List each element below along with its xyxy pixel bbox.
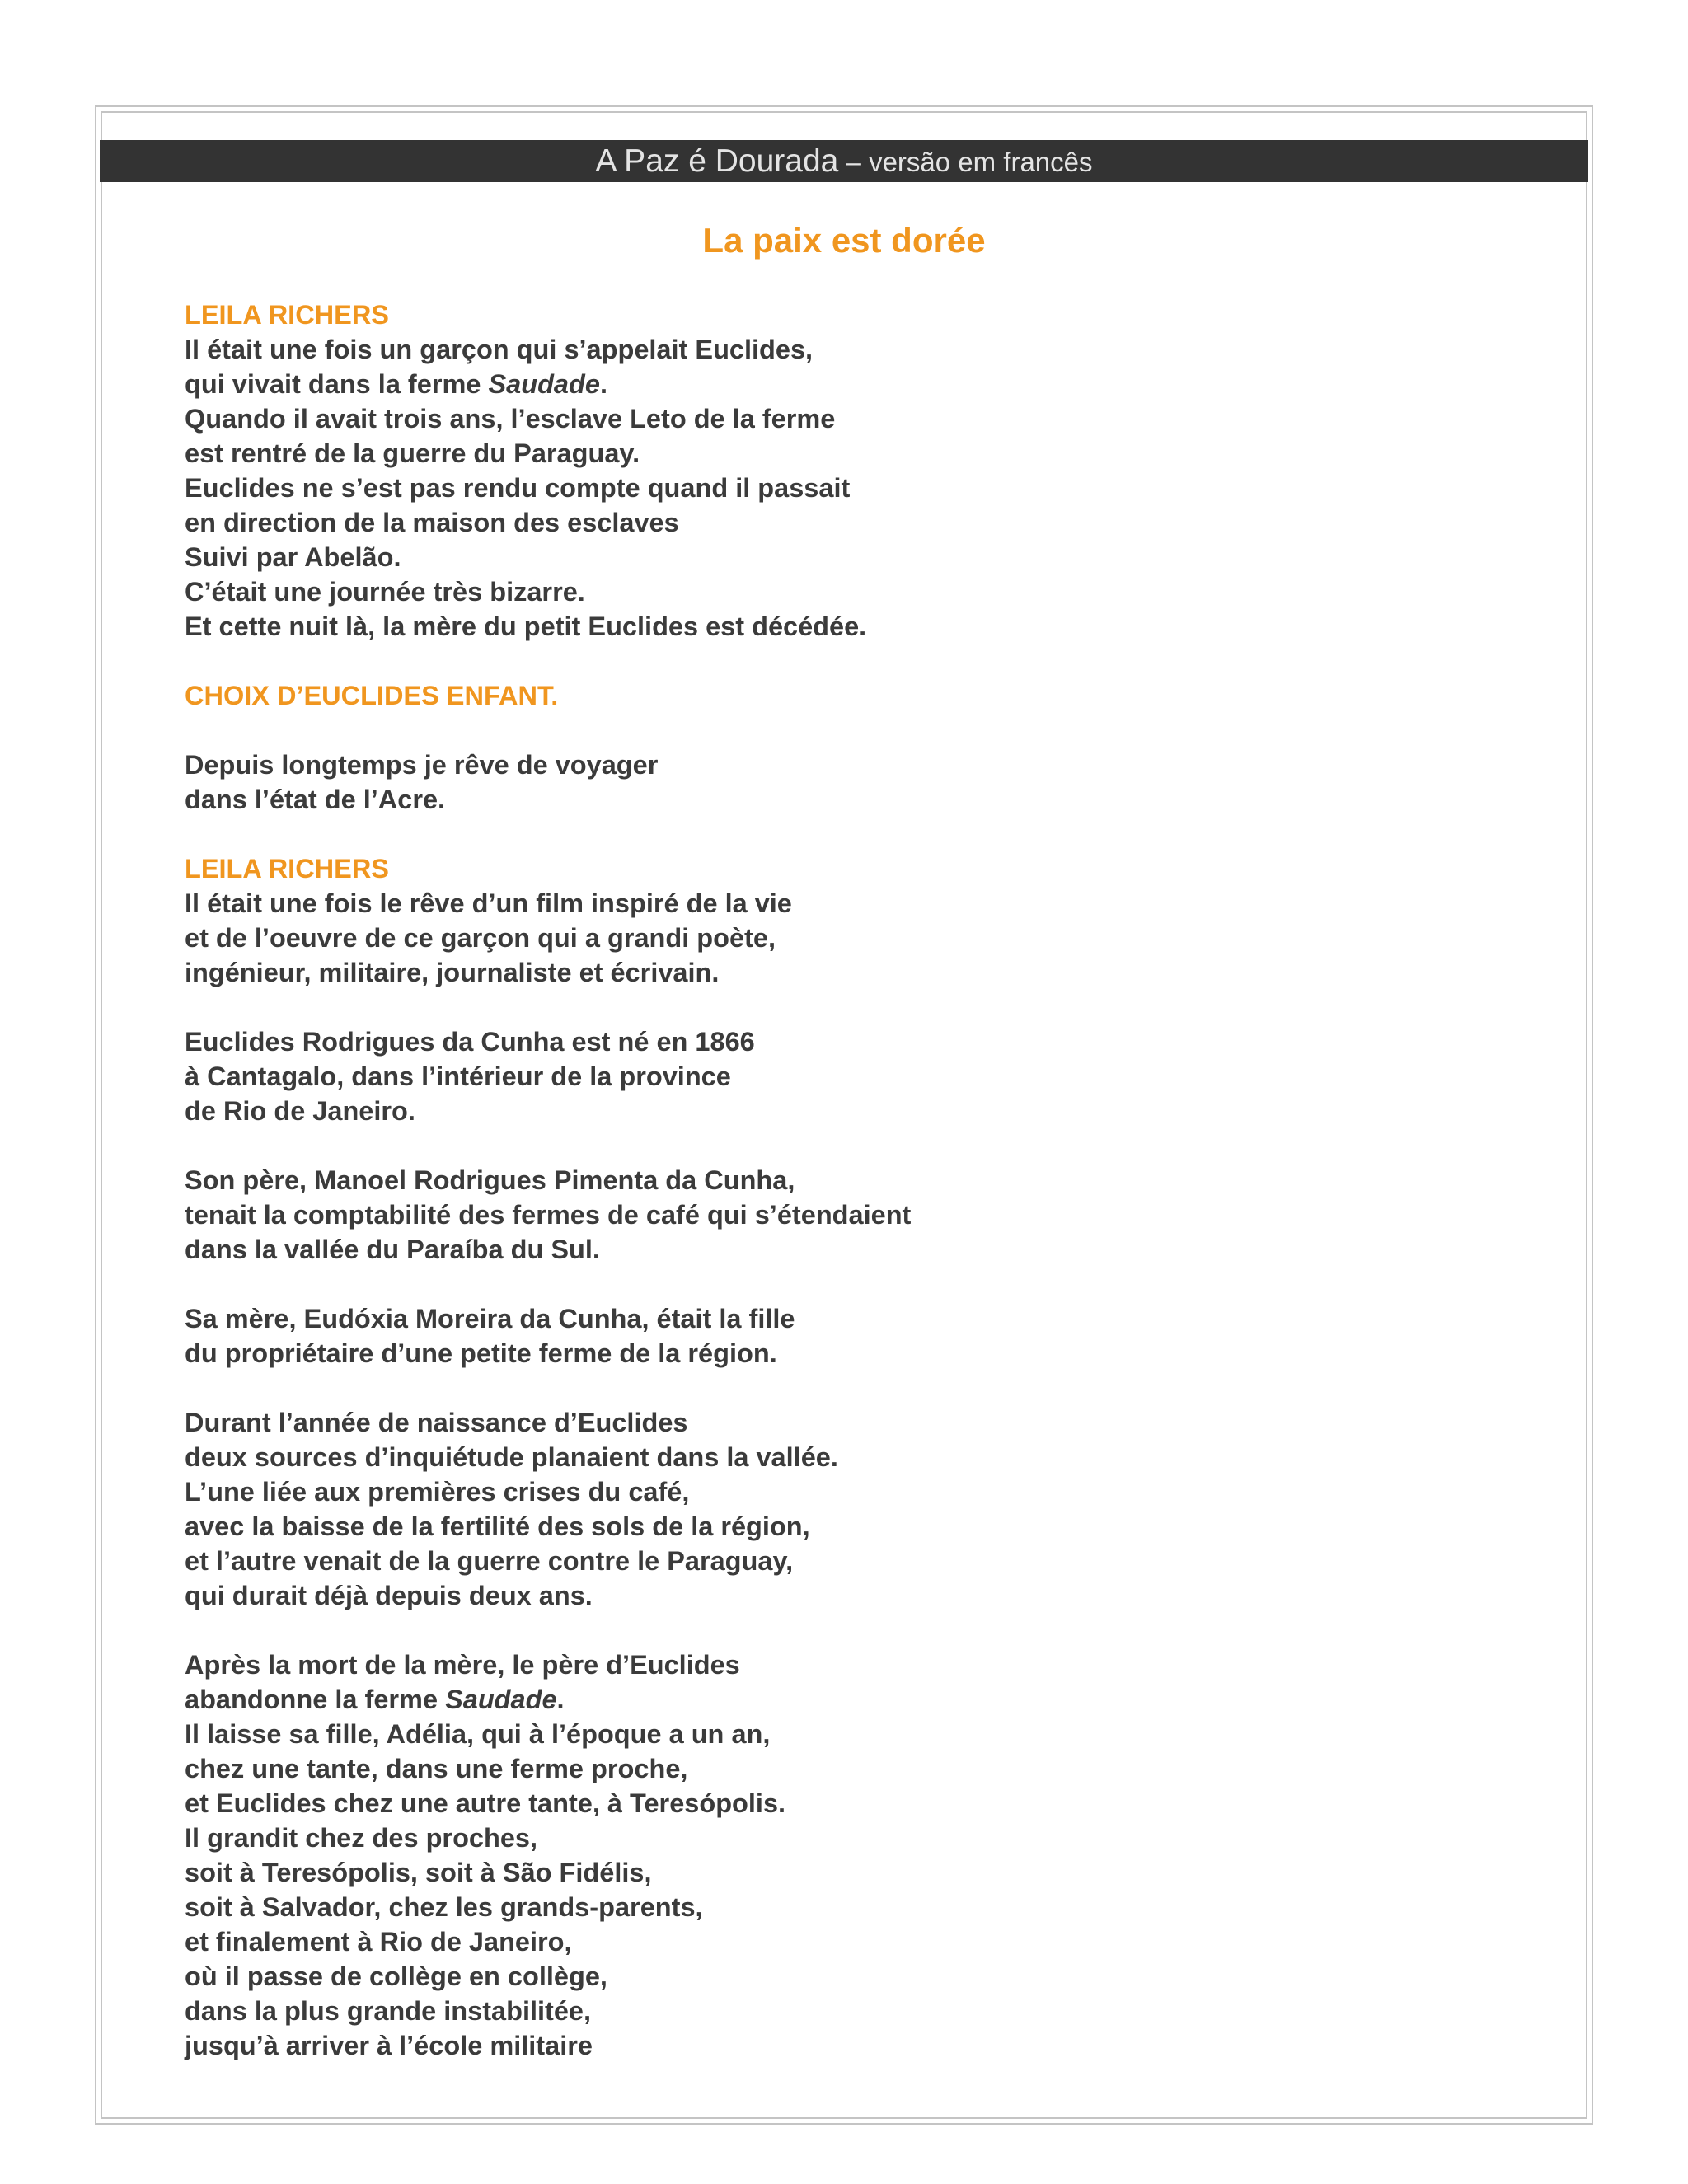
text-line: dans la vallée du Paraíba du Sul. (185, 1235, 600, 1264)
paragraph-gap (185, 817, 1503, 851)
text-line: et finalement à Rio de Janeiro, (185, 1927, 572, 1957)
text-line: dans la plus grande instabilitée, (185, 1996, 592, 2026)
text-block (185, 678, 1503, 817)
text-line: dans l’état de l’Acre. (185, 785, 446, 814)
text-line: Après la mort de la mère, le père d’Euclides (185, 1650, 740, 1680)
text-line: ingénieur, militaire, journaliste et écrivain. (185, 958, 720, 987)
text-segment: . (556, 1685, 565, 1714)
text-line: soit à Salvador, chez les grands-parents, (185, 1892, 703, 1922)
text-line: à Cantagalo, dans l’intérieur de la province (185, 1062, 731, 1091)
text-block (185, 1647, 1503, 2063)
text-line: Durant l’année de naissance d’Euclides (185, 1408, 688, 1437)
text-line: tenait la comptabilité des fermes de café qui s’étendaient (185, 1200, 912, 1230)
text-line: soit à Teresópolis, soit à São Fidélis, (185, 1858, 652, 1887)
text-line: du propriétaire d’une petite ferme de la région. (185, 1338, 777, 1368)
header-title-sub: versão em francês (869, 147, 1093, 177)
text-line: chez une tante, dans une ferme proche, (185, 1754, 688, 1783)
text-line: L’une liée aux premières crises du café, (185, 1477, 690, 1507)
text-line: Sa mère, Eudóxia Moreira da Cunha, était la fille (185, 1304, 795, 1333)
text-line (185, 1682, 1503, 1717)
text-line (185, 367, 1503, 401)
text-line: Euclides ne s’est pas rendu compte quand il passait (185, 473, 851, 503)
text-segment: qui vivait dans la ferme (185, 369, 489, 399)
text-line: avec la baisse de la fertilité des sols de la région, (185, 1511, 810, 1541)
text-line: où il passe de collège en collège, (185, 1961, 607, 1991)
paragraph-gap (185, 1267, 1503, 1301)
text-segment: . (599, 369, 607, 399)
header-title-separator: – (838, 147, 870, 177)
italic-segment: Saudade (445, 1685, 557, 1714)
text-line: et de l’oeuvre de ce garçon qui a grandi poète, (185, 923, 776, 953)
text-line: et Euclides chez une autre tante, à Teresópolis. (185, 1788, 786, 1818)
speaker-name: LEILA RICHERS (185, 300, 389, 330)
speaker-name: CHOIX D’EUCLIDES ENFANT. (185, 681, 559, 710)
text-line: Quando il avait trois ans, l’esclave Leto de la ferme (185, 404, 836, 434)
text-block (185, 298, 1503, 644)
text-line (185, 713, 1503, 748)
text-line: deux sources d’inquiétude planaient dans la vallée. (185, 1442, 838, 1472)
text-block (185, 1405, 1503, 1613)
text-segment: abandonne la ferme (185, 1685, 446, 1714)
italic-segment: Saudade (488, 369, 600, 399)
paragraph-gap (185, 990, 1503, 1024)
text-block (185, 1163, 1503, 1267)
text-line: et l’autre venait de la guerre contre le Paraguay, (185, 1546, 794, 1576)
document-title: La paix est dorée (702, 221, 986, 260)
text-line: Depuis longtemps je rêve de voyager (185, 750, 659, 780)
text-line: jusqu’à arriver à l’école militaire (185, 2031, 593, 2060)
text-line: Et cette nuit là, la mère du petit Euclides est décédée. (185, 612, 867, 641)
text-block (185, 1301, 1503, 1371)
text-line: Il était une fois un garçon qui s’appelait Euclides, (185, 335, 814, 364)
text-line: Son père, Manoel Rodrigues Pimenta da Cunha, (185, 1165, 795, 1195)
text-line: C’était une journée très bizarre. (185, 577, 585, 607)
text-block (185, 1024, 1503, 1128)
paragraph-gap (185, 1128, 1503, 1163)
header-bar (100, 140, 1588, 182)
text-line: est rentré de la guerre du Paraguay. (185, 438, 640, 468)
document-body (185, 298, 1503, 2063)
header-title-main: A Paz é Dourada (595, 143, 839, 179)
text-line: de Rio de Janeiro. (185, 1096, 415, 1126)
text-line: Il était une fois le rêve d’un film inspiré de la vie (185, 888, 792, 918)
paragraph-gap (185, 644, 1503, 678)
text-line: qui durait déjà depuis deux ans. (185, 1581, 593, 1610)
paragraph-gap (185, 1613, 1503, 1647)
text-line: Euclides Rodrigues da Cunha est né en 1866 (185, 1027, 755, 1057)
speaker-name: LEILA RICHERS (185, 854, 389, 883)
paragraph-gap (185, 1371, 1503, 1405)
text-line: Suivi par Abelão. (185, 542, 401, 572)
text-line: Il laisse sa fille, Adélia, qui à l’époque a un an, (185, 1719, 771, 1749)
text-block (185, 851, 1503, 990)
text-line: en direction de la maison des esclaves (185, 508, 679, 537)
text-line: Il grandit chez des proches, (185, 1823, 538, 1853)
